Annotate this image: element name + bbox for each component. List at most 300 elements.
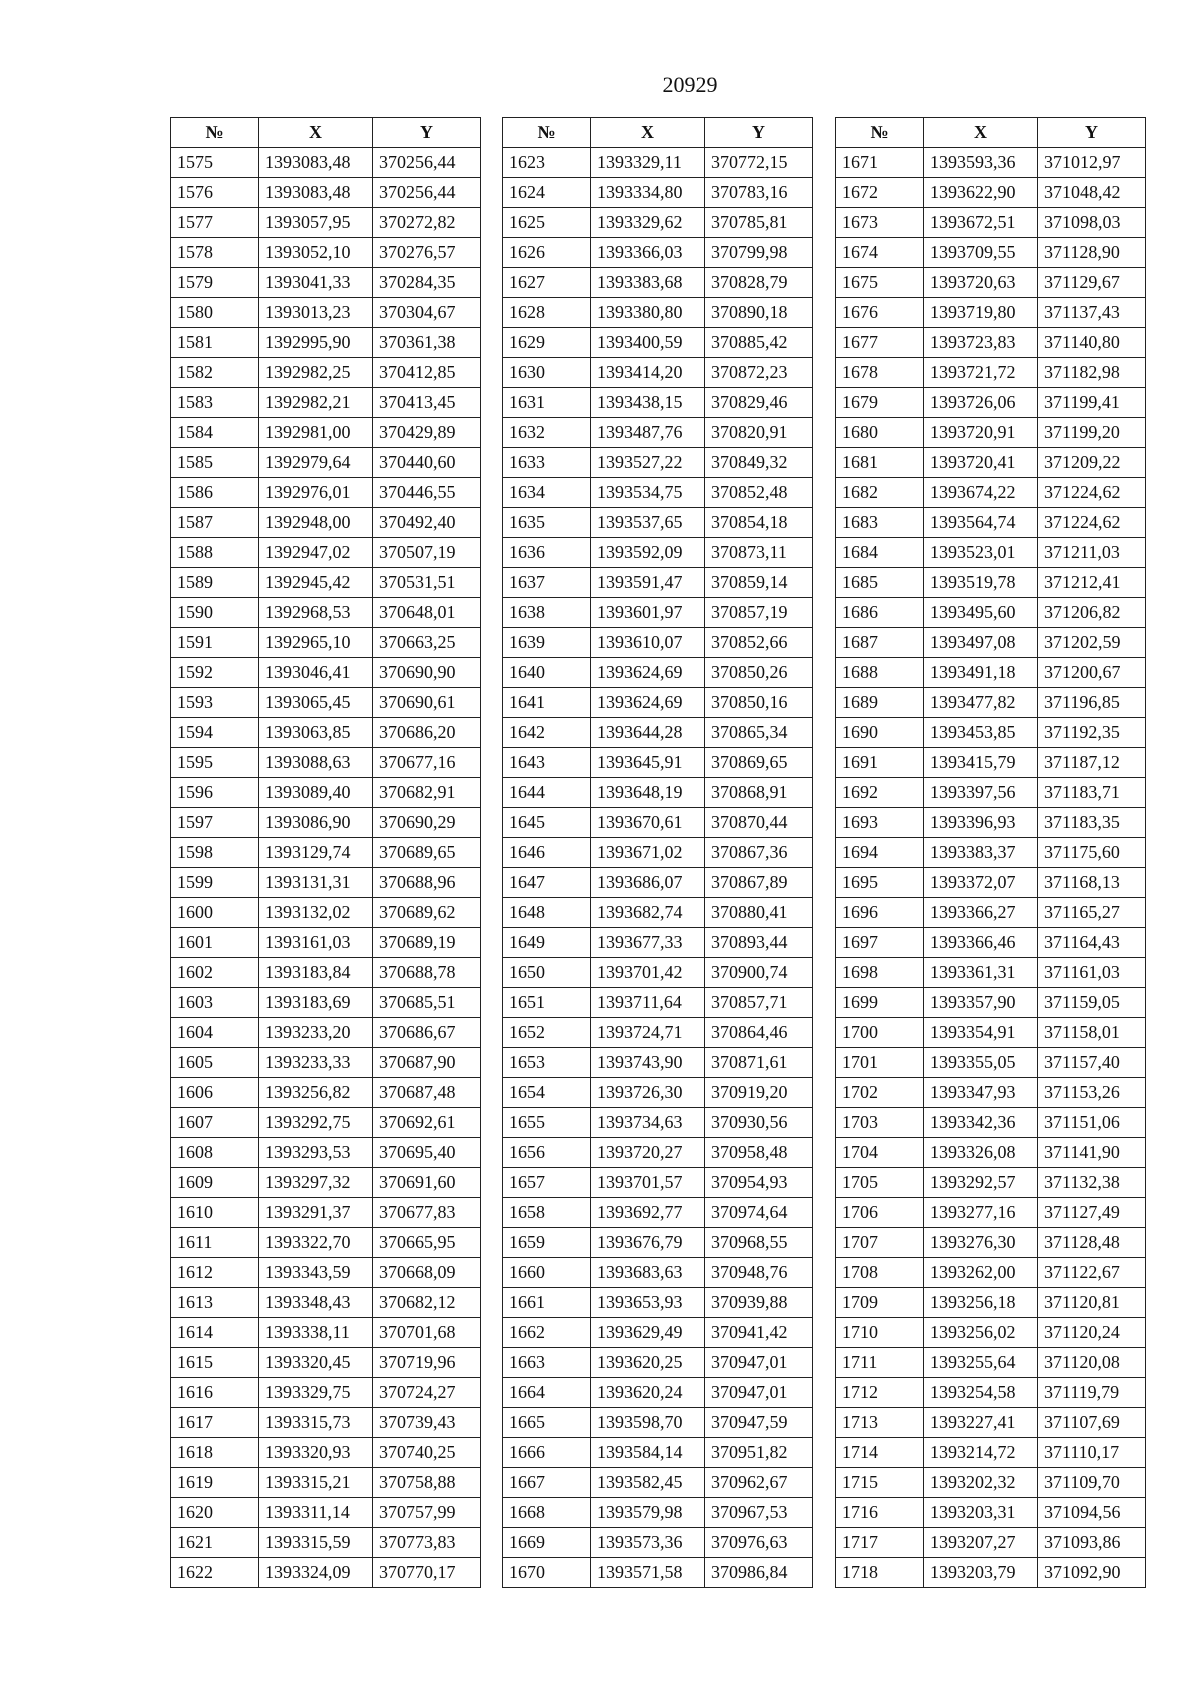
table-row [171, 1228, 481, 1258]
cell-y: 371182,98 [1038, 358, 1146, 388]
cell-number: 1702 [836, 1078, 924, 1108]
cell-x: 1393342,36 [924, 1108, 1038, 1138]
cell-x: 1393315,73 [259, 1408, 373, 1438]
cell-x: 1393400,59 [591, 328, 705, 358]
table-row [503, 1078, 813, 1108]
table-row [171, 1528, 481, 1558]
table-row [171, 928, 481, 958]
cell-x: 1393347,93 [924, 1078, 1038, 1108]
table-row [171, 1258, 481, 1288]
cell-y: 370870,44 [705, 808, 813, 838]
cell-x: 1393256,18 [924, 1288, 1038, 1318]
table-row [171, 1018, 481, 1048]
cell-number: 1704 [836, 1138, 924, 1168]
table-row [503, 1528, 813, 1558]
cell-number: 1718 [836, 1558, 924, 1588]
cell-y: 371211,03 [1038, 538, 1146, 568]
table-row [836, 268, 1146, 298]
cell-number: 1717 [836, 1528, 924, 1558]
table-row [171, 1468, 481, 1498]
coordinate-table-1 [170, 117, 481, 1588]
table-row [171, 508, 481, 538]
cell-y: 370689,19 [373, 928, 481, 958]
cell-y: 370873,11 [705, 538, 813, 568]
cell-x: 1392948,00 [259, 508, 373, 538]
cell-x: 1393383,37 [924, 838, 1038, 868]
cell-x: 1393293,53 [259, 1138, 373, 1168]
cell-number: 1706 [836, 1198, 924, 1228]
table-row [836, 568, 1146, 598]
cell-number: 1609 [171, 1168, 259, 1198]
cell-y: 370930,56 [705, 1108, 813, 1138]
cell-x: 1393320,45 [259, 1348, 373, 1378]
cell-x: 1393086,90 [259, 808, 373, 838]
table-row [171, 808, 481, 838]
cell-y: 370724,27 [373, 1378, 481, 1408]
table-header-row [503, 118, 813, 148]
cell-x: 1393366,27 [924, 898, 1038, 928]
table-row [836, 718, 1146, 748]
cell-x: 1392982,21 [259, 388, 373, 418]
table-row [836, 1228, 1146, 1258]
cell-x: 1393334,80 [591, 178, 705, 208]
table-row [171, 148, 481, 178]
table-row [503, 1258, 813, 1288]
table-row [836, 1138, 1146, 1168]
cell-y: 370958,48 [705, 1138, 813, 1168]
cell-y: 370867,36 [705, 838, 813, 868]
cell-y: 371161,03 [1038, 958, 1146, 988]
table-row [503, 1168, 813, 1198]
cell-number: 1600 [171, 898, 259, 928]
table-row [836, 1048, 1146, 1078]
cell-number: 1711 [836, 1348, 924, 1378]
table-row [503, 868, 813, 898]
table-row [171, 718, 481, 748]
table-row [503, 658, 813, 688]
cell-number: 1680 [836, 418, 924, 448]
table-row [171, 478, 481, 508]
table-row [503, 1438, 813, 1468]
table-row [836, 328, 1146, 358]
cell-x: 1393329,11 [591, 148, 705, 178]
cell-number: 1594 [171, 718, 259, 748]
cell-y: 371224,62 [1038, 478, 1146, 508]
cell-y: 370272,82 [373, 208, 481, 238]
cell-x: 1393701,42 [591, 958, 705, 988]
coordinate-table-3 [835, 117, 1146, 1588]
cell-x: 1393324,09 [259, 1558, 373, 1588]
table-row [503, 508, 813, 538]
cell-x: 1393262,00 [924, 1258, 1038, 1288]
cell-y: 370850,16 [705, 688, 813, 718]
cell-number: 1658 [503, 1198, 591, 1228]
cell-number: 1635 [503, 508, 591, 538]
table-row [503, 478, 813, 508]
cell-x: 1393361,31 [924, 958, 1038, 988]
cell-y: 370919,20 [705, 1078, 813, 1108]
cell-y: 371119,79 [1038, 1378, 1146, 1408]
cell-y: 370691,60 [373, 1168, 481, 1198]
cell-number: 1619 [171, 1468, 259, 1498]
table-row [836, 1408, 1146, 1438]
cell-number: 1649 [503, 928, 591, 958]
cell-number: 1659 [503, 1228, 591, 1258]
table-row [171, 448, 481, 478]
table-row [503, 598, 813, 628]
cell-number: 1592 [171, 658, 259, 688]
cell-y: 370867,89 [705, 868, 813, 898]
cell-y: 370954,93 [705, 1168, 813, 1198]
cell-x: 1393366,46 [924, 928, 1038, 958]
cell-x: 1393672,51 [924, 208, 1038, 238]
cell-y: 370885,42 [705, 328, 813, 358]
cell-y: 370284,35 [373, 268, 481, 298]
cell-x: 1393132,02 [259, 898, 373, 928]
cell-x: 1393183,69 [259, 988, 373, 1018]
table-row [503, 1228, 813, 1258]
cell-x: 1393277,16 [924, 1198, 1038, 1228]
table-row [836, 688, 1146, 718]
cell-y: 370687,90 [373, 1048, 481, 1078]
cell-x: 1393233,20 [259, 1018, 373, 1048]
cell-x: 1393527,22 [591, 448, 705, 478]
cell-number: 1577 [171, 208, 259, 238]
cell-y: 370783,16 [705, 178, 813, 208]
cell-x: 1393674,22 [924, 478, 1038, 508]
cell-number: 1575 [171, 148, 259, 178]
cell-y: 370701,68 [373, 1318, 481, 1348]
cell-x: 1393709,55 [924, 238, 1038, 268]
table-row [836, 148, 1146, 178]
cell-y: 371012,97 [1038, 148, 1146, 178]
cell-y: 370828,79 [705, 268, 813, 298]
cell-number: 1663 [503, 1348, 591, 1378]
cell-y: 370974,64 [705, 1198, 813, 1228]
cell-x: 1393686,07 [591, 868, 705, 898]
cell-number: 1602 [171, 958, 259, 988]
cell-number: 1621 [171, 1528, 259, 1558]
table-row [503, 808, 813, 838]
cell-number: 1712 [836, 1378, 924, 1408]
cell-x: 1393214,72 [924, 1438, 1038, 1468]
table-row [171, 628, 481, 658]
cell-number: 1639 [503, 628, 591, 658]
cell-number: 1598 [171, 838, 259, 868]
cell-x: 1393571,58 [591, 1558, 705, 1588]
cell-number: 1584 [171, 418, 259, 448]
cell-x: 1392982,25 [259, 358, 373, 388]
cell-x: 1393396,93 [924, 808, 1038, 838]
table-row [836, 1318, 1146, 1348]
cell-y: 370256,44 [373, 148, 481, 178]
table-row [836, 868, 1146, 898]
table-row [171, 208, 481, 238]
cell-number: 1605 [171, 1048, 259, 1078]
cell-number: 1698 [836, 958, 924, 988]
cell-number: 1692 [836, 778, 924, 808]
cell-y: 371137,43 [1038, 298, 1146, 328]
cell-y: 370900,74 [705, 958, 813, 988]
cell-y: 371183,71 [1038, 778, 1146, 808]
table-row [503, 1288, 813, 1318]
cell-y: 371200,67 [1038, 658, 1146, 688]
table-row [503, 718, 813, 748]
table-row [171, 1078, 481, 1108]
cell-x: 1393315,59 [259, 1528, 373, 1558]
cell-x: 1393329,75 [259, 1378, 373, 1408]
table-row [503, 418, 813, 448]
cell-y: 371107,69 [1038, 1408, 1146, 1438]
cell-y: 370948,76 [705, 1258, 813, 1288]
cell-number: 1587 [171, 508, 259, 538]
cell-y: 371192,35 [1038, 718, 1146, 748]
table-row [836, 1288, 1146, 1318]
table-row [836, 1258, 1146, 1288]
cell-x: 1393131,31 [259, 868, 373, 898]
cell-x: 1393720,63 [924, 268, 1038, 298]
table-row [171, 1558, 481, 1588]
table-row [503, 448, 813, 478]
cell-x: 1393719,80 [924, 298, 1038, 328]
cell-y: 370857,71 [705, 988, 813, 1018]
table-row [171, 1408, 481, 1438]
cell-x: 1393383,68 [591, 268, 705, 298]
table-row [836, 208, 1146, 238]
cell-y: 370967,53 [705, 1498, 813, 1528]
cell-number: 1674 [836, 238, 924, 268]
cell-number: 1675 [836, 268, 924, 298]
cell-y: 370770,17 [373, 1558, 481, 1588]
cell-y: 370648,01 [373, 598, 481, 628]
table-row [503, 1468, 813, 1498]
table-row [503, 238, 813, 268]
cell-number: 1657 [503, 1168, 591, 1198]
cell-x: 1392947,02 [259, 538, 373, 568]
cell-x: 1393366,03 [591, 238, 705, 268]
cell-number: 1673 [836, 208, 924, 238]
cell-number: 1637 [503, 568, 591, 598]
cell-x: 1393453,85 [924, 718, 1038, 748]
cell-number: 1694 [836, 838, 924, 868]
table-row [503, 328, 813, 358]
cell-x: 1393491,18 [924, 658, 1038, 688]
table-row [503, 208, 813, 238]
table-row [171, 268, 481, 298]
cell-x: 1393477,82 [924, 688, 1038, 718]
cell-number: 1638 [503, 598, 591, 628]
cell-x: 1393415,79 [924, 748, 1038, 778]
cell-y: 370690,90 [373, 658, 481, 688]
cell-number: 1580 [171, 298, 259, 328]
cell-number: 1585 [171, 448, 259, 478]
cell-y: 371122,67 [1038, 1258, 1146, 1288]
table-row [503, 1108, 813, 1138]
table-row [503, 1378, 813, 1408]
cell-y: 371048,42 [1038, 178, 1146, 208]
cell-number: 1676 [836, 298, 924, 328]
cell-y: 371141,90 [1038, 1138, 1146, 1168]
table-row [503, 358, 813, 388]
cell-number: 1714 [836, 1438, 924, 1468]
cell-x: 1392965,10 [259, 628, 373, 658]
cell-number: 1643 [503, 748, 591, 778]
table-row [171, 328, 481, 358]
cell-x: 1393620,24 [591, 1378, 705, 1408]
cell-y: 370864,46 [705, 1018, 813, 1048]
table-row [503, 538, 813, 568]
cell-x: 1393523,01 [924, 538, 1038, 568]
cell-number: 1599 [171, 868, 259, 898]
cell-x: 1393311,14 [259, 1498, 373, 1528]
cell-x: 1393320,93 [259, 1438, 373, 1468]
table-row [171, 688, 481, 718]
cell-number: 1622 [171, 1558, 259, 1588]
cell-x: 1393052,10 [259, 238, 373, 268]
table-row [836, 598, 1146, 628]
table-row [503, 298, 813, 328]
table-row [836, 928, 1146, 958]
cell-y: 371128,48 [1038, 1228, 1146, 1258]
cell-y: 370740,25 [373, 1438, 481, 1468]
cell-y: 371109,70 [1038, 1468, 1146, 1498]
cell-x: 1393564,74 [924, 508, 1038, 538]
cell-y: 370854,18 [705, 508, 813, 538]
cell-x: 1393227,41 [924, 1408, 1038, 1438]
cell-number: 1623 [503, 148, 591, 178]
table-row [503, 958, 813, 988]
cell-x: 1393276,30 [924, 1228, 1038, 1258]
cell-number: 1708 [836, 1258, 924, 1288]
page-number: 20929 [662, 72, 718, 97]
table-row [836, 478, 1146, 508]
cell-x: 1393721,72 [924, 358, 1038, 388]
cell-number: 1713 [836, 1408, 924, 1438]
cell-x: 1393083,48 [259, 178, 373, 208]
cell-x: 1393610,07 [591, 628, 705, 658]
table-row [503, 268, 813, 298]
cell-y: 371093,86 [1038, 1528, 1146, 1558]
cell-number: 1684 [836, 538, 924, 568]
cell-x: 1392995,90 [259, 328, 373, 358]
cell-y: 370440,60 [373, 448, 481, 478]
cell-x: 1393624,69 [591, 658, 705, 688]
cell-y: 370413,45 [373, 388, 481, 418]
cell-x: 1393161,03 [259, 928, 373, 958]
cell-number: 1612 [171, 1258, 259, 1288]
cell-number: 1700 [836, 1018, 924, 1048]
cell-number: 1613 [171, 1288, 259, 1318]
cell-y: 370719,96 [373, 1348, 481, 1378]
cell-number: 1685 [836, 568, 924, 598]
cell-y: 371092,90 [1038, 1558, 1146, 1588]
cell-y: 370663,25 [373, 628, 481, 658]
cell-y: 370531,51 [373, 568, 481, 598]
cell-x: 1393601,97 [591, 598, 705, 628]
cell-number: 1617 [171, 1408, 259, 1438]
cell-y: 370677,83 [373, 1198, 481, 1228]
cell-y: 371132,38 [1038, 1168, 1146, 1198]
cell-x: 1393497,08 [924, 628, 1038, 658]
table-row [503, 1498, 813, 1528]
table-row [171, 538, 481, 568]
cell-x: 1393592,09 [591, 538, 705, 568]
cell-number: 1611 [171, 1228, 259, 1258]
cell-y: 371187,12 [1038, 748, 1146, 778]
cell-y: 370947,01 [705, 1378, 813, 1408]
cell-number: 1631 [503, 388, 591, 418]
table-row [836, 658, 1146, 688]
table-row [171, 838, 481, 868]
cell-y: 371128,90 [1038, 238, 1146, 268]
cell-y: 371224,62 [1038, 508, 1146, 538]
table-row [503, 1198, 813, 1228]
cell-y: 370947,59 [705, 1408, 813, 1438]
cell-x: 1393207,27 [924, 1528, 1038, 1558]
cell-number: 1642 [503, 718, 591, 748]
cell-x: 1393065,45 [259, 688, 373, 718]
cell-y: 370880,41 [705, 898, 813, 928]
cell-y: 370772,15 [705, 148, 813, 178]
cell-number: 1695 [836, 868, 924, 898]
table-row [503, 988, 813, 1018]
cell-y: 370849,32 [705, 448, 813, 478]
cell-x: 1392981,00 [259, 418, 373, 448]
cell-number: 1667 [503, 1468, 591, 1498]
cell-number: 1651 [503, 988, 591, 1018]
cell-number: 1703 [836, 1108, 924, 1138]
table-row [836, 1348, 1146, 1378]
table-row [171, 1348, 481, 1378]
cell-number: 1697 [836, 928, 924, 958]
cell-y: 370869,65 [705, 748, 813, 778]
cell-x: 1393089,40 [259, 778, 373, 808]
cell-y: 370689,62 [373, 898, 481, 928]
cell-x: 1393720,41 [924, 448, 1038, 478]
cell-x: 1393322,70 [259, 1228, 373, 1258]
cell-number: 1715 [836, 1468, 924, 1498]
cell-number: 1686 [836, 598, 924, 628]
cell-y: 371110,17 [1038, 1438, 1146, 1468]
header-number: № [503, 118, 591, 148]
table-row [171, 898, 481, 928]
cell-x: 1393537,65 [591, 508, 705, 538]
cell-x: 1393720,27 [591, 1138, 705, 1168]
cell-x: 1393677,33 [591, 928, 705, 958]
table-row [503, 178, 813, 208]
cell-number: 1630 [503, 358, 591, 388]
table-row [171, 868, 481, 898]
cell-y: 371165,27 [1038, 898, 1146, 928]
cell-y: 370857,19 [705, 598, 813, 628]
cell-y: 370739,43 [373, 1408, 481, 1438]
header-y: Y [1038, 118, 1146, 148]
cell-x: 1393292,57 [924, 1168, 1038, 1198]
cell-x: 1393582,45 [591, 1468, 705, 1498]
table-row [171, 1288, 481, 1318]
cell-y: 370682,91 [373, 778, 481, 808]
cell-x: 1393584,14 [591, 1438, 705, 1468]
cell-number: 1647 [503, 868, 591, 898]
cell-y: 371209,22 [1038, 448, 1146, 478]
cell-number: 1614 [171, 1318, 259, 1348]
table-row [171, 958, 481, 988]
table-row [836, 838, 1146, 868]
cell-number: 1707 [836, 1228, 924, 1258]
cell-y: 371153,26 [1038, 1078, 1146, 1108]
cell-y: 371129,67 [1038, 268, 1146, 298]
cell-y: 371120,24 [1038, 1318, 1146, 1348]
